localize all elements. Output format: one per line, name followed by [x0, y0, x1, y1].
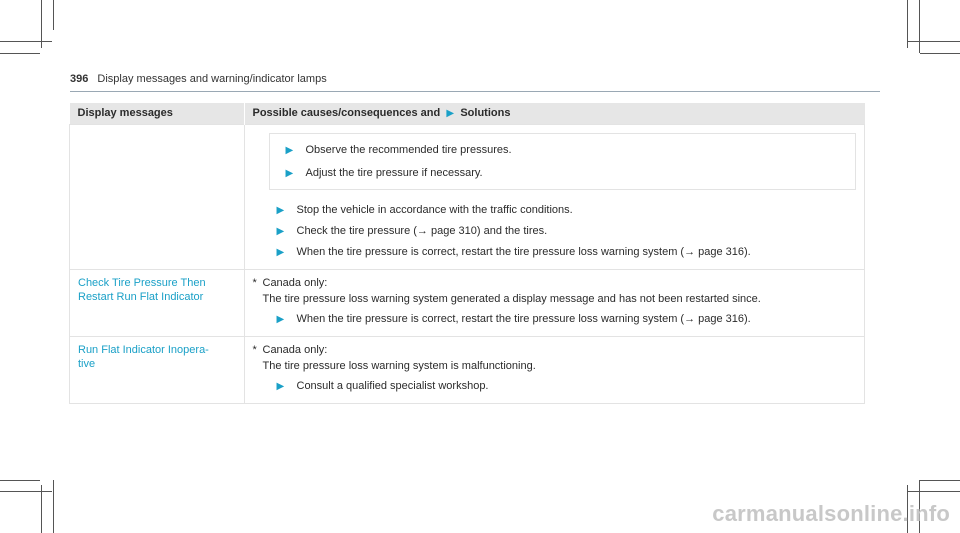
play-arrow-icon: ▶ [276, 247, 285, 258]
step-text: Adjust the tire pressure if necessary. [305, 167, 483, 179]
col-header-causes [244, 103, 865, 125]
play-arrow-icon: ▶ [446, 108, 455, 119]
solution-cell [244, 125, 865, 270]
table-row [70, 270, 865, 337]
availability-line [245, 343, 865, 357]
solution-step [245, 221, 865, 242]
crop-mark [919, 0, 920, 53]
col-header-display-messages: Display messages [70, 103, 245, 125]
crop-mark [920, 53, 960, 54]
display-message-line: Restart Run Flat Indicator [78, 291, 204, 303]
page-number: 396 [70, 73, 89, 85]
display-message-line: Run Flat Indicator Inopera- [78, 344, 209, 356]
col-header-causes-text: Possible causes/consequences and [252, 107, 441, 119]
crop-mark [0, 491, 52, 492]
message-cell-empty [70, 125, 245, 270]
availability-text: Canada only: [262, 277, 328, 289]
crop-mark [53, 0, 54, 30]
step-text: Observe the recommended tire pressures. [305, 144, 512, 156]
watermark: carmanualsonline.info [712, 501, 950, 526]
table-header-row [70, 103, 865, 125]
solution-step [245, 200, 865, 221]
crop-mark [0, 53, 40, 54]
crop-mark [920, 480, 960, 481]
col-header-solutions: Solutions [460, 107, 511, 119]
crop-mark [908, 491, 960, 492]
play-arrow-icon: ▶ [285, 168, 294, 179]
step-text: Consult a qualified specialist workshop. [296, 380, 489, 392]
step-text: When the tire pressure is correct, restart the tire pressure loss warning system (→ page 316). [296, 313, 751, 325]
solution-step [245, 375, 865, 397]
message-cell [70, 337, 245, 404]
solution-step [245, 242, 865, 263]
star-marker: * [252, 277, 257, 289]
solution-step [245, 308, 865, 330]
star-marker: * [252, 344, 257, 356]
display-message-line: tive [78, 358, 96, 370]
page-header [70, 73, 880, 92]
step-text: Stop the vehicle in accordance with the traffic conditions. [296, 204, 573, 216]
solution-cell [244, 270, 865, 337]
solution-cell [244, 337, 865, 404]
crop-mark [908, 41, 960, 42]
play-arrow-icon: ▶ [276, 314, 285, 325]
crop-mark [41, 485, 42, 533]
table-row [70, 125, 865, 270]
availability-line [245, 276, 865, 290]
description-text: The tire pressure loss warning system generated a display message and has not been restarted since. [262, 293, 761, 305]
nested-step [270, 139, 856, 162]
play-arrow-icon: ▶ [276, 381, 285, 392]
table-row [70, 337, 865, 404]
nested-step [270, 162, 856, 185]
availability-text: Canada only: [262, 344, 328, 356]
display-message-line: Check Tire Pressure Then [78, 277, 206, 289]
nested-steps-box [269, 133, 857, 190]
crop-mark [0, 480, 40, 481]
description-text: The tire pressure loss warning system is malfunctioning. [262, 360, 536, 372]
play-arrow-icon: ▶ [276, 226, 285, 237]
crop-mark [53, 480, 54, 533]
message-cell [70, 270, 245, 337]
play-arrow-icon: ▶ [285, 145, 294, 156]
step-text: When the tire pressure is correct, restart the tire pressure loss warning system (→ page 316). [296, 246, 751, 258]
play-arrow-icon: ▶ [276, 205, 285, 216]
display-messages-table [69, 103, 865, 404]
solution-steps [245, 196, 865, 269]
section-title: Display messages and warning/indicator lamps [97, 73, 327, 85]
step-text: Check the tire pressure (→ page 310) and the tires. [296, 225, 548, 237]
crop-mark [0, 41, 52, 42]
